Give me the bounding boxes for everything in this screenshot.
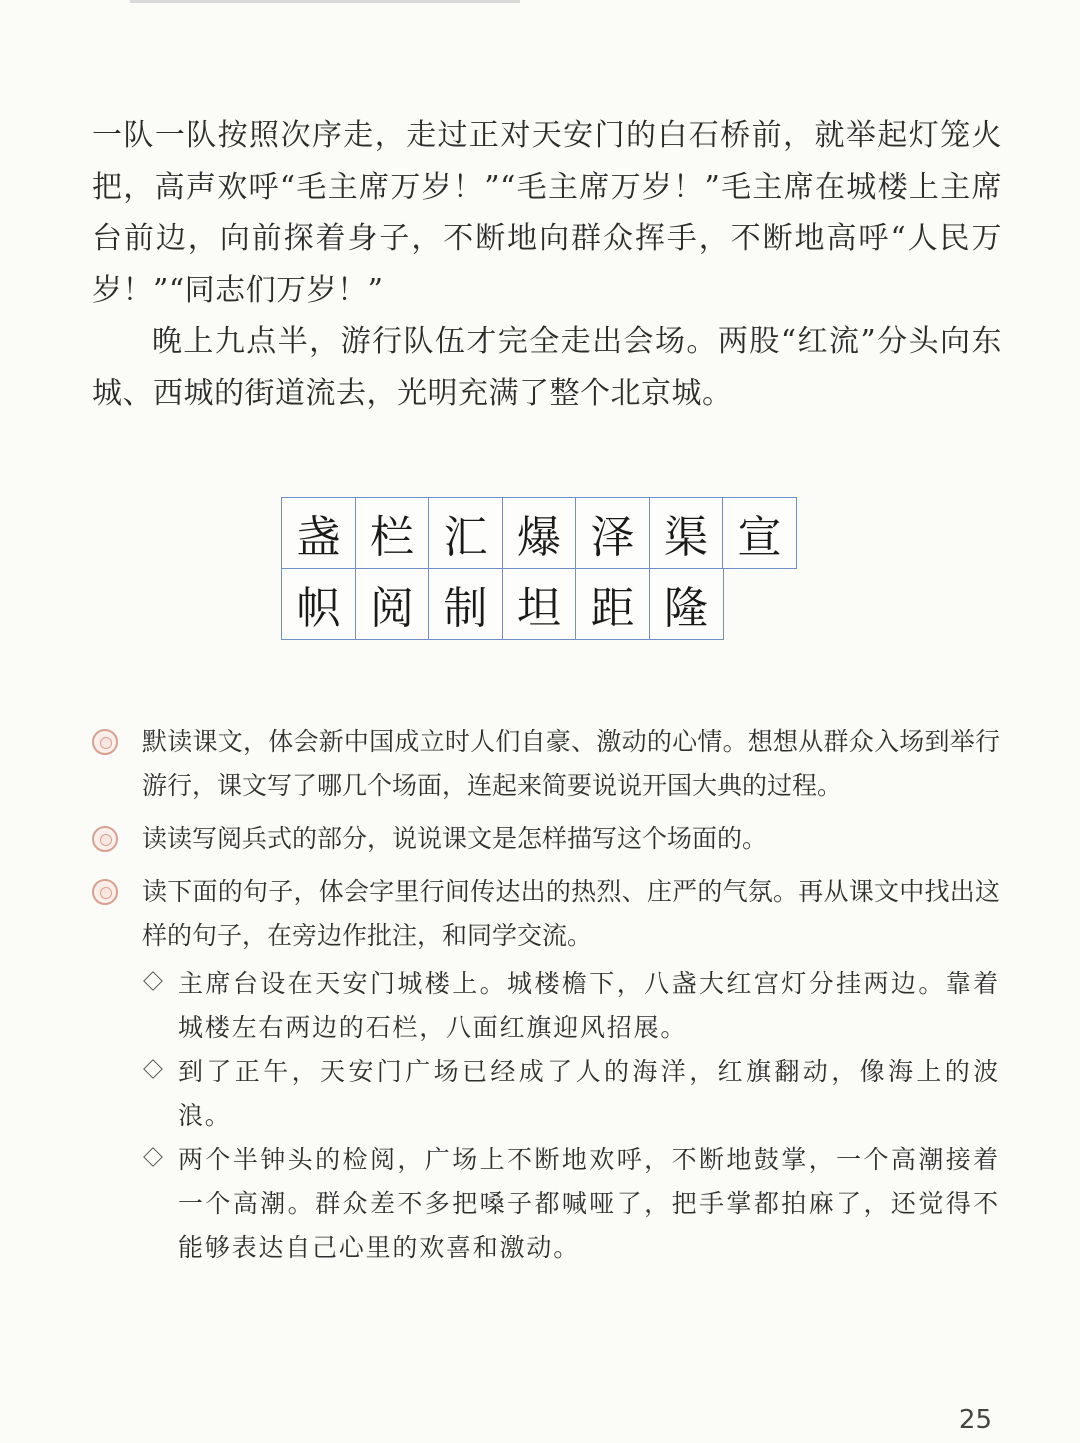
example-sentence-text: 到了正午，天安门广场已经成了人的海洋，红旗翻动，像海上的波浪。 <box>178 1057 1000 1130</box>
exercise-text: 默读课文，体会新中国成立时人们自豪、激动的心情。想想从群众入场到举行游行，课文写了哪几个场面，连起来简要说说开国大典的过程。 <box>142 727 1000 800</box>
exercise-text: 读下面的句子，体会字里行间传达出的热烈、庄严的气氛。再从课文中找出这样的句子，在旁边作批注，和同学交流。 <box>142 877 1000 950</box>
example-sentence-text: 两个半钟头的检阅，广场上不断地欢呼，不断地鼓掌，一个高潮接着一个高潮。群众差不多把嗓子都喊哑了，把手掌都拍麻了，还觉得不能够表达自己心里的欢喜和激动。 <box>178 1145 1000 1262</box>
character-row <box>281 568 797 640</box>
character-cell: 汇 <box>428 497 503 569</box>
circle-bullet-icon <box>92 879 118 905</box>
diamond-bullet-icon <box>143 1059 163 1079</box>
character-cell: 坦 <box>502 568 577 640</box>
example-sentence <box>142 962 1000 1050</box>
exercise-item <box>90 720 1000 808</box>
exercise-list <box>90 720 1000 1279</box>
circle-bullet-icon <box>92 729 118 755</box>
character-cell: 帜 <box>281 568 356 640</box>
character-cell: 泽 <box>575 497 650 569</box>
circle-bullet-icon <box>92 826 118 852</box>
character-cell: 栏 <box>355 497 430 569</box>
top-rule <box>130 0 520 3</box>
page-number: 25 <box>958 1405 992 1435</box>
passage-paragraph: 一队一队按照次序走，走过正对天安门的白石桥前，就举起灯笼火把，高声欢呼“毛主席万岁！”“毛主席万岁！”毛主席在城楼上主席台前边，向前探着身子，不断地向群众挥手，不断地高呼“人民万岁！”“同志们万岁！” <box>92 118 1002 308</box>
example-sentence-list <box>142 962 1000 1270</box>
exercise-text: 读读写阅兵式的部分，说说课文是怎样描写这个场面的。 <box>142 824 768 853</box>
character-grid <box>281 497 797 640</box>
character-cell: 隆 <box>649 568 724 640</box>
character-cell: 渠 <box>649 497 724 569</box>
passage-paragraph: 晚上九点半，游行队伍才完全走出会场。两股“红流”分头向东城、西城的街道流去，光明充满了整个北京城。 <box>92 324 1002 411</box>
character-row <box>281 497 797 569</box>
character-cell: 距 <box>575 568 650 640</box>
character-cell: 盏 <box>281 497 356 569</box>
passage <box>92 110 1002 419</box>
diamond-bullet-icon <box>143 971 163 991</box>
exercise-item <box>90 870 1000 1270</box>
character-cell: 制 <box>428 568 503 640</box>
diamond-bullet-icon <box>143 1147 163 1167</box>
exercise-item <box>90 817 1000 861</box>
example-sentence <box>142 1138 1000 1270</box>
character-cell: 阅 <box>355 568 430 640</box>
character-cell: 宣 <box>722 497 797 569</box>
example-sentence <box>142 1050 1000 1138</box>
character-cell: 爆 <box>502 497 577 569</box>
example-sentence-text: 主席台设在天安门城楼上。城楼檐下，八盏大红宫灯分挂两边。靠着城楼左右两边的石栏，八面红旗迎风招展。 <box>178 969 1000 1042</box>
